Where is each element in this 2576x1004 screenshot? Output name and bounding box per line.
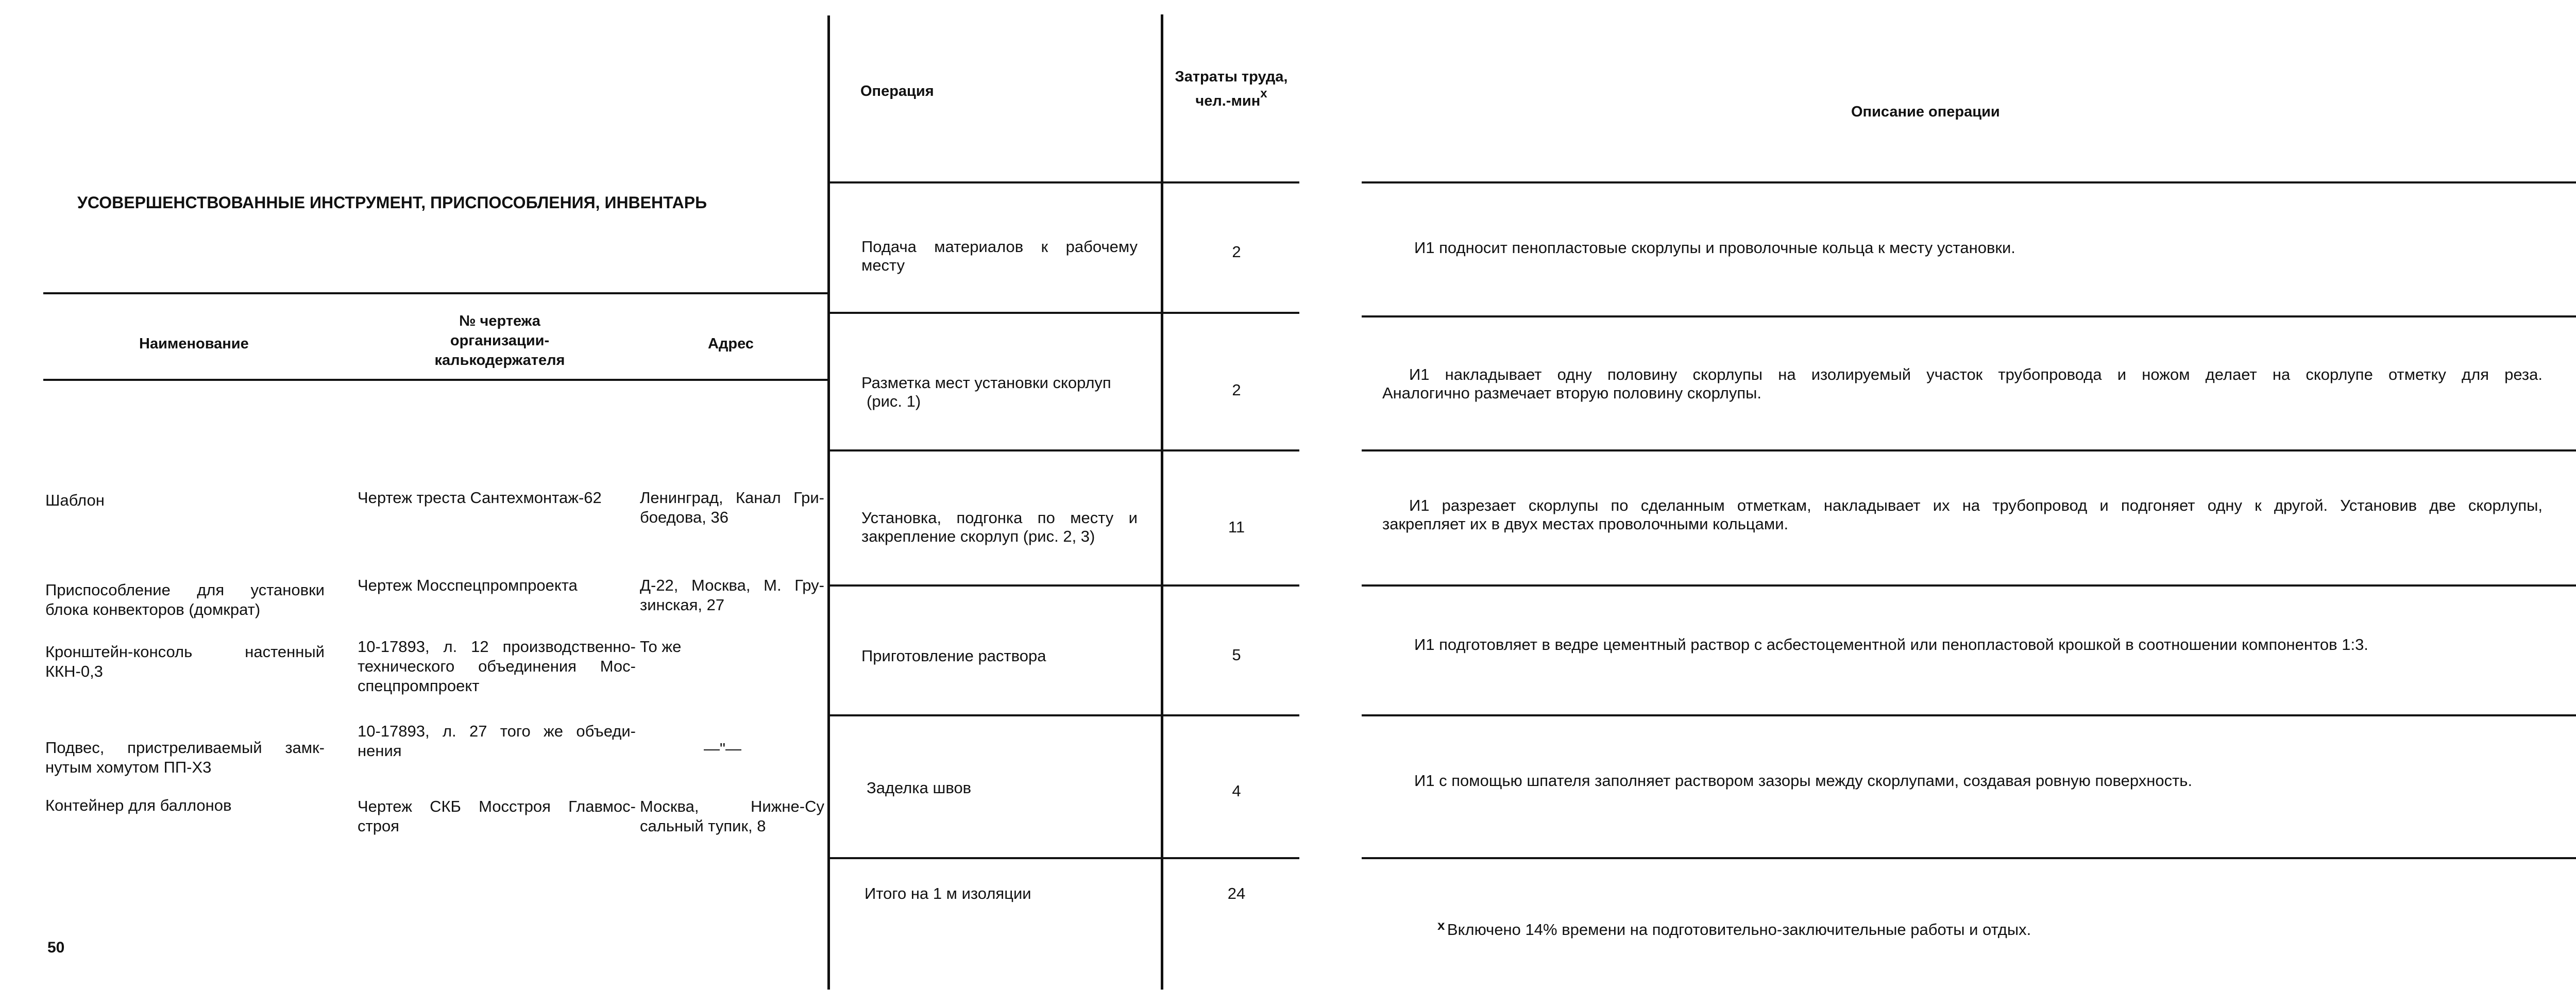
column-header-address: Адрес <box>708 336 754 352</box>
row-address: Д-22, Москва, М. Гру- <box>640 576 824 594</box>
row-drawing: Чертеж СКБ Мосстроя Главмос- <box>358 797 636 815</box>
column-header-drawing-2: организации- <box>450 332 550 349</box>
rule <box>828 181 1299 183</box>
row-name: Шаблон <box>45 491 105 509</box>
row-description-cont: закрепляет их в двух местах проволочными кольцами. <box>1382 515 1789 533</box>
rule <box>1362 181 2576 183</box>
column-header-description: Описание операции <box>1851 104 2000 120</box>
total-value: 24 <box>1227 884 1246 902</box>
row-address-cont: боедова, 36 <box>640 508 728 526</box>
rule <box>828 449 1299 451</box>
row-drawing: 10-17893, л. 12 производственно- <box>358 638 636 656</box>
row-address: Москва, Нижне-Су <box>640 797 824 815</box>
rule <box>828 714 1299 716</box>
row-operation-cont: закрепление скорлуп (рис. 2, 3) <box>861 527 1095 545</box>
row-operation: Подача материалов к рабочему <box>861 238 1138 256</box>
rule <box>828 857 1299 859</box>
row-name: Подвес, пристреливаемый замк- <box>45 739 325 757</box>
rule <box>1362 584 2576 587</box>
rule <box>828 584 1299 587</box>
row-drawing-cont: нения <box>358 742 402 760</box>
rule <box>828 312 1299 314</box>
rule <box>1362 449 2576 451</box>
row-labor: 11 <box>1228 518 1245 536</box>
row-drawing: Чертеж треста Сантехмонтаж-62 <box>358 489 602 507</box>
rule <box>1362 857 2576 859</box>
column-header-operation: Операция <box>860 83 934 99</box>
row-address: —"— <box>704 740 742 758</box>
row-operation-cont: (рис. 1) <box>867 392 921 410</box>
column-divider <box>1161 14 1163 990</box>
row-description: И1 накладывает одну половину скорлупы на изолируемый участок трубопровода и ножом делает на скорлупе отметку для реза. <box>1409 365 2543 383</box>
rule <box>1362 714 2576 716</box>
row-drawing-cont: спецпромпроект <box>358 677 480 695</box>
row-labor: 2 <box>1232 381 1241 399</box>
row-address: Ленинград, Канал Гри- <box>640 489 824 507</box>
header-bottom-rule <box>43 379 829 381</box>
page-number-left: 50 <box>47 939 65 956</box>
row-name-cont: нутым хомутом ПП-Х3 <box>45 758 212 776</box>
row-name: Приспособление для установки <box>45 581 325 599</box>
column-header-drawing-3: калькодержателя <box>434 352 565 369</box>
column-header-name: Наименование <box>139 336 249 352</box>
row-labor: 5 <box>1232 646 1241 664</box>
row-operation: Заделка швов <box>867 779 972 797</box>
row-operation: Приготовление раствора <box>861 647 1046 665</box>
row-operation: Разметка мест установки скорлуп <box>861 374 1111 392</box>
row-drawing: 10-17893, л. 27 того же объеди- <box>358 722 636 740</box>
column-header-labor-1: Затраты труда, <box>1175 69 1288 85</box>
total-label: Итого на 1 м изоляции <box>865 884 1031 902</box>
row-address-cont: сальный тупик, 8 <box>640 817 766 835</box>
column-header-drawing-1: № чертежа <box>459 313 540 329</box>
row-name-cont: ККН-0,3 <box>45 662 103 680</box>
row-operation: Установка, подгонка по месту и <box>861 509 1138 527</box>
row-address-cont: зинская, 27 <box>640 596 725 614</box>
row-name-cont: блока конвекторов (домкрат) <box>45 600 261 618</box>
row-description: И1 с помощью шпателя заполняет раствором зазоры между скорлупами, создавая ровную поверхность. <box>1414 772 2193 790</box>
page-title: УСОВЕРШЕНСТВОВАННЫЕ ИНСТРУМЕНТ, ПРИСПОСОБЛЕНИЯ, ИНВЕНТАРЬ <box>77 193 707 212</box>
column-header-labor-2: чел.-минx <box>1195 87 1267 109</box>
row-name: Контейнер для баллонов <box>45 796 232 814</box>
row-description-cont: Аналогично размечает вторую половину скорлупы. <box>1382 384 1762 402</box>
row-drawing: Чертеж Мосспецпромпроекта <box>358 576 578 594</box>
page-gutter <box>827 15 830 990</box>
rule <box>1362 315 2576 317</box>
row-description: И1 подготовляет в ведре цементный раствор с асбестоцементной или пенопластовой крошкой в соотношении компонентов 1:3. <box>1414 635 2368 654</box>
row-address: То же <box>640 638 682 656</box>
row-operation-cont: месту <box>861 256 905 274</box>
row-drawing-cont: технического объединения Мос- <box>358 657 636 675</box>
table-top-rule <box>43 292 829 294</box>
row-drawing-cont: строя <box>358 817 399 835</box>
row-name: Кронштейн-консоль настенный <box>45 643 325 661</box>
footnote: x Включено 14% времени на подготовительно-заключительные работы и отдых. <box>1437 917 2031 939</box>
row-description: И1 разрезает скорлупы по сделанным отметкам, накладывает их на трубопровод и подгоняет одну к другой. Установив две скорлупы, <box>1409 496 2543 514</box>
row-description: И1 подносит пенопластовые скорлупы и проволочные кольца к месту установки. <box>1414 239 2015 257</box>
row-labor: 4 <box>1232 782 1241 800</box>
row-labor: 2 <box>1232 243 1241 261</box>
